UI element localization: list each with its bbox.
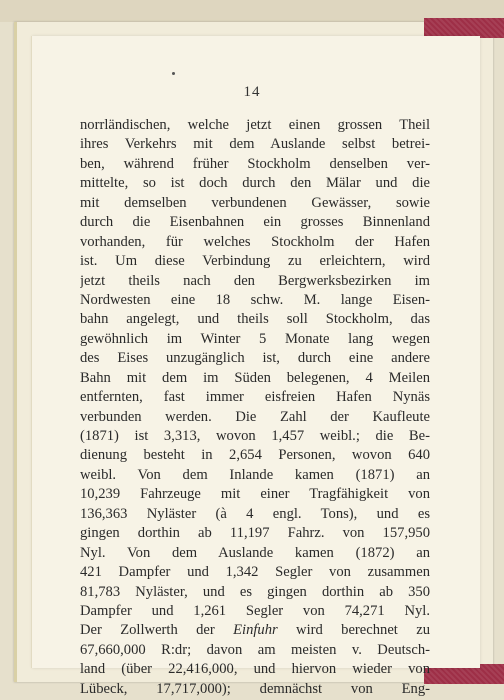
text-line: 421 Dampfer und 1,342 Segler von zusammen [80,564,430,581]
text-line: dienung besteht in 2,654 Personen, wovon 640 [80,447,430,464]
text-line: Dampfer und 1,261 Segler von 74,271 Nyl. [80,602,430,619]
text-line: (1871) ist 3,313, wovon 1,457 weibl.; die Be- [80,428,430,444]
text-line: 67,660,000 R:dr; davon am meisten v. Deutsch- [80,641,430,658]
text-line: gewöhnlich im Winter 5 Monate lang wegen [80,330,430,347]
text-line: 136,363 Nyläster (à 4 engl. Tons), und es [80,505,430,522]
text-line: ihres Verkehrs mit dem Auslande selbst betrei- [80,136,430,153]
text-line: durch die Eisenbahnen ein grosses Binnenland [80,214,430,231]
text-line: Der Zollwerth der Einfuhr wird berechnet zu [80,622,430,639]
text-line: Lübeck, 17,717,000); demnächst von Eng- [80,680,430,697]
text-line: jetzt theils nach den Bergwerksbezirken im [80,272,430,289]
text-line: 10,239 Fahrzeuge mit einer Tragfähigkeit von [80,486,430,503]
text-line: mittelte, so ist doch durch den Mälar und die [80,175,430,192]
body-text [80,116,430,699]
text-line: Nordwesten eine 18 schw. M. lange Eisen- [80,291,430,308]
text-line: gingen dorthin ab 11,197 Fahrz. von 157,950 [80,525,430,542]
text-line: ist. Um diese Verbindung zu erleichtern, wird [80,253,430,270]
text-line: Nyl. Von dem Auslande kamen (1872) an [80,544,430,561]
page-number: 14 [243,84,261,100]
bookmark-ribbon-top [424,18,504,38]
emphasized-word: Einfuhr [233,622,278,639]
text-line: norrländischen, welche jetzt einen grossen Theil [80,117,430,133]
text-line: ben, während früher Stockholm denselben ver- [80,155,430,172]
text-line: verbunden werden. Die Zahl der Kaufleute [80,408,430,425]
text-line: bahn angelegt, und theils soll Stockholm, das [80,311,430,328]
text-line: entfernten, fast immer eisfreien Hafen Nynäs [80,389,430,406]
text-line: weibl. Von dem Inlande kamen (1871) an [80,466,430,483]
ink-speck [172,72,175,75]
text-line: mit demselben verbundenen Gewässer, sowie [80,194,430,211]
text-line: land (über 22,416,000, und hiervon wieder von [80,661,430,678]
text-line: 81,783 Nyläster, und es gingen dorthin ab 350 [80,583,430,600]
text-line: vorhanden, für welches Stockholm der Hafen [80,233,430,250]
text-line: Bahn mit dem im Süden belegenen, 4 Meilen [80,369,430,386]
text-line: des Eises unzugänglich ist, durch eine andere [80,350,430,367]
